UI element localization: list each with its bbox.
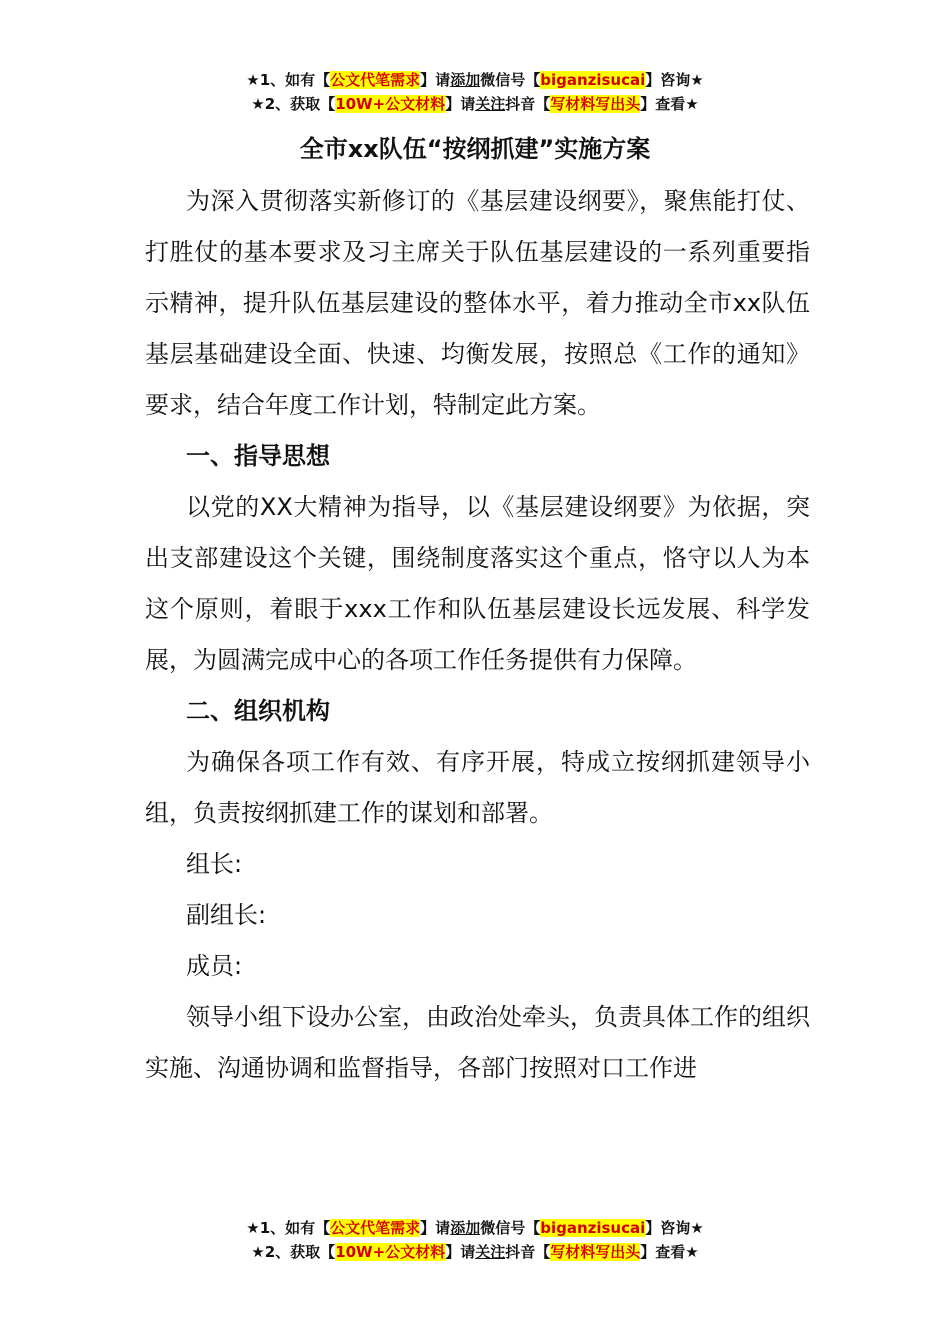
promo-highlight: 10W+公文材料	[335, 1243, 446, 1261]
promo-highlight: 公文代笔需求	[330, 1219, 421, 1237]
office-paragraph: 领导小组下设办公室，由政治处牵头，负责具体工作的组织实施、沟通协调和监督指导，各部门按照对口工作进	[145, 1003, 810, 1082]
promo-douyin-id: 写材料写出头	[550, 1243, 641, 1261]
promo-wechat-id: biganzisucai	[540, 71, 646, 89]
members-label: 成员:	[186, 952, 243, 980]
header-promo-banner	[0, 68, 950, 116]
promo-douyin-id: 写材料写出头	[550, 95, 641, 113]
promo-wechat-id: biganzisucai	[540, 1219, 646, 1237]
organization-paragraph: 为确保各项工作有效、有序开展，特成立按纲抓建领导小组，负责按纲抓建工作的谋划和部署。	[145, 748, 810, 827]
promo-line-2: ★2、获取【10W+公文材料】请关注抖音【写材料写出头】查看★	[251, 95, 699, 113]
intro-paragraph: 为深入贯彻落实新修订的《基层建设纲要》，聚焦能打仗、打胜仗的基本要求及习主席关于队伍基层建设的一系列重要指示精神，提升队伍基层建设的整体水平，着力推动全市xx队伍基层基础建设全面、快速、均衡发展，按照总《工作的通知》要求，结合年度工作计划，特制定此方案。	[145, 187, 810, 419]
promo-highlight: 10W+公文材料	[335, 95, 446, 113]
promo-highlight: 公文代笔需求	[330, 71, 421, 89]
deputy-leader-label: 副组长:	[186, 901, 267, 929]
section-heading-guiding-ideology: 一、指导思想	[186, 442, 330, 470]
section-heading-organization: 二、组织机构	[186, 697, 330, 725]
document-title: 全市xx队伍“按纲抓建”实施方案	[299, 135, 651, 163]
promo-line-2: ★2、获取【10W+公文材料】请关注抖音【写材料写出头】查看★	[251, 1243, 699, 1261]
document-body	[145, 176, 810, 1094]
footer-promo-banner	[0, 1216, 950, 1264]
promo-line-1: ★1、如有【公文代笔需求】请添加微信号【biganzisucai】咨询★	[246, 71, 704, 89]
guiding-ideology-paragraph: 以党的XX大精神为指导，以《基层建设纲要》为依据，突出支部建设这个关键，围绕制度落实这个重点，恪守以人为本这个原则，着眼于xxx工作和队伍基层建设长远发展、科学发展，为圆满完成中心的各项工作任务提供有力保障。	[145, 493, 810, 674]
leader-label: 组长:	[186, 850, 243, 878]
promo-line-1: ★1、如有【公文代笔需求】请添加微信号【biganzisucai】咨询★	[246, 1219, 704, 1237]
